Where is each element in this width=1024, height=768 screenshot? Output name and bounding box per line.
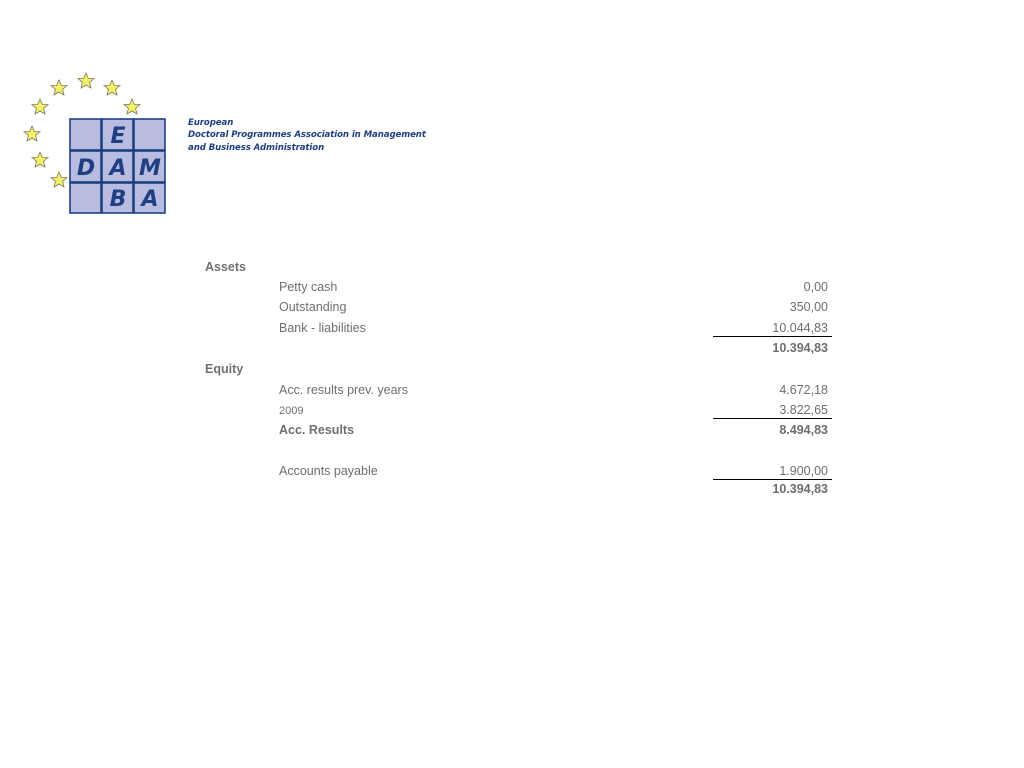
acc-results-label: Acc. Results (279, 423, 355, 437)
accounts-payable-value: 1.900,00 (779, 464, 828, 478)
assets-heading: Assets (205, 260, 246, 274)
row-label: Bank - liabilities (279, 321, 366, 335)
equity-total: 10.394,83 (772, 482, 828, 496)
row-value: 0,00 (803, 280, 828, 294)
logo-letter: A (109, 156, 127, 181)
row-label: Petty cash (279, 280, 338, 294)
row-label: Outstanding (279, 300, 347, 314)
logo-letter: B (109, 187, 127, 212)
equity-heading: Equity (205, 362, 244, 376)
sum-rule (713, 418, 832, 419)
logo-letter: M (139, 156, 161, 181)
logo-letter: A (141, 187, 159, 212)
row-value: 10.044,83 (772, 321, 828, 335)
row-label: 2009 (279, 405, 304, 417)
accounts-payable-label: Accounts payable (279, 464, 378, 478)
row-value: 3.822,65 (779, 403, 828, 417)
org-name-line: and Business Administration (188, 142, 325, 153)
logo-letter: D (76, 156, 96, 181)
sum-rule (713, 479, 832, 480)
sum-rule (713, 336, 832, 337)
org-name-line: European (188, 118, 234, 128)
row-value: 350,00 (789, 300, 828, 314)
row-label: Acc. results prev. years (279, 383, 408, 397)
org-name-line: Doctoral Programmes Association in Management (188, 130, 426, 141)
row-value: 4.672,18 (779, 383, 828, 397)
assets-total: 10.394,83 (772, 341, 828, 355)
acc-results-value: 8.494,83 (779, 423, 828, 437)
logo-letter: E (110, 124, 126, 149)
